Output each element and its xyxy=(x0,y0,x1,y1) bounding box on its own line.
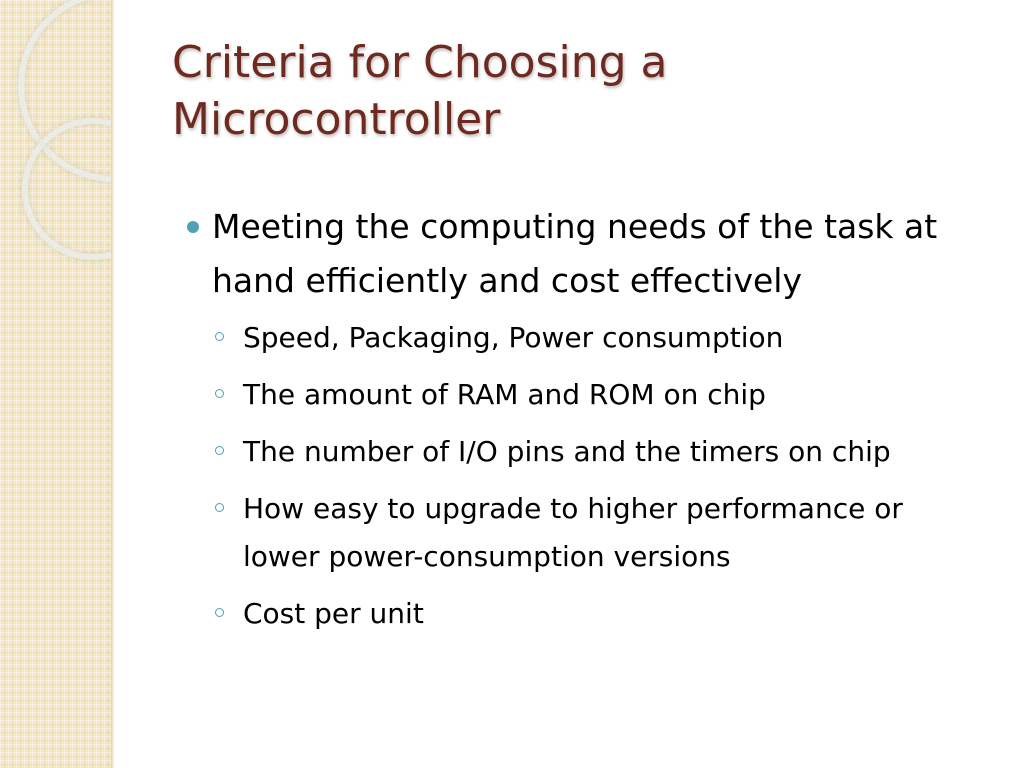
sub-bullet-text: How easy to upgrade to higher performance or lower power-consumption versions xyxy=(243,492,903,573)
hollow-circle-bullet-icon xyxy=(215,608,224,617)
slide-title: Criteria for Choosing a Microcontroller xyxy=(172,37,668,145)
sub-bullet-list xyxy=(180,314,1000,638)
hollow-circle-bullet-icon xyxy=(215,446,224,455)
sub-bullet-text: Speed, Packaging, Power consumption xyxy=(243,321,784,354)
bullet-dot-icon xyxy=(187,221,199,233)
slide-content xyxy=(180,200,1000,647)
bullet-item xyxy=(180,200,982,308)
sub-bullet-item xyxy=(212,590,973,638)
sub-bullet-item xyxy=(212,314,973,362)
sub-bullet-text: Cost per unit xyxy=(243,597,424,630)
decorative-left-band xyxy=(0,0,113,768)
sub-bullet-item xyxy=(212,428,973,476)
hollow-circle-bullet-icon xyxy=(215,332,224,341)
sub-bullet-item xyxy=(212,371,973,419)
bullet-text: Meeting the computing needs of the task at hand efficiently and cost effectively xyxy=(212,207,938,300)
hollow-circle-bullet-icon xyxy=(215,389,224,398)
hollow-circle-bullet-icon xyxy=(215,503,224,512)
band-edge-divider xyxy=(111,0,114,768)
sub-bullet-text: The number of I/O pins and the timers on chip xyxy=(243,435,891,468)
sub-bullet-text: The amount of RAM and ROM on chip xyxy=(243,378,766,411)
sub-bullet-item xyxy=(212,485,973,581)
